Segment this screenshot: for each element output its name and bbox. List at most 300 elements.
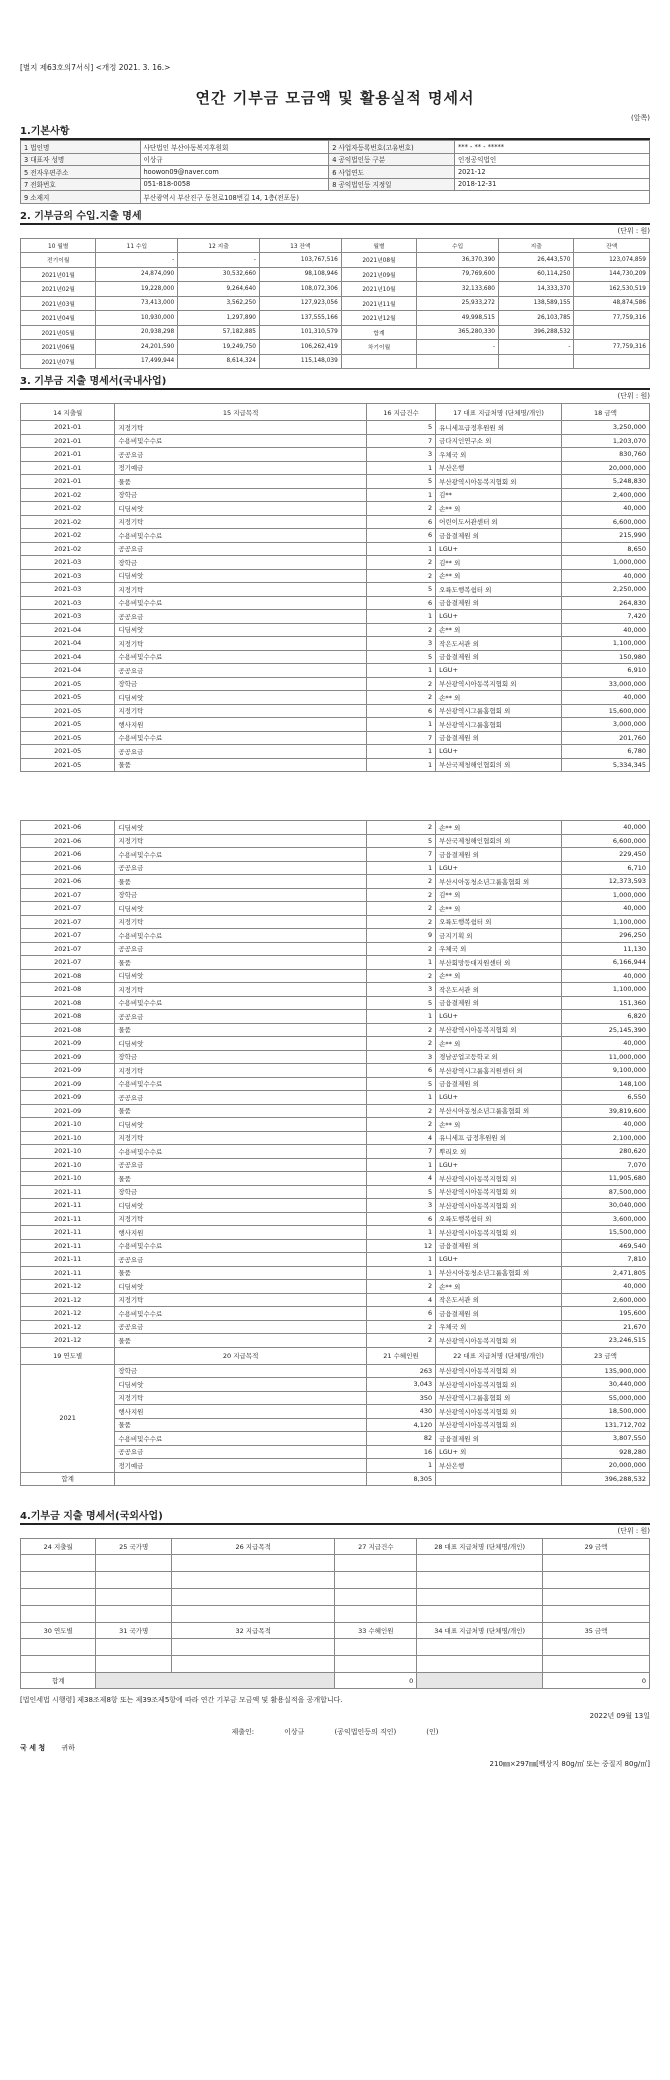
amount-cell: 3,600,000 [561,1212,649,1226]
section4-unit: (단위 : 원) [617,1527,650,1535]
agency-sub: 귀하 [61,1744,75,1752]
count-cell: 1 [366,1158,435,1172]
month-cell: 2021-04 [21,637,115,651]
recipient-cell: 금지기획 외 [436,929,562,943]
empty-cell [171,1555,335,1572]
month-cell: 2021-05 [21,677,115,691]
sign-note: (공익법인등의 직인) [334,1728,397,1736]
column-header: 17 대표 지급처명 (단체명/개인) [436,404,562,421]
table-row [21,1185,650,1199]
month-cell: 2021-06 [21,848,115,862]
month-cell: 2021-08 [21,983,115,997]
table-row [21,758,650,772]
table-row [21,1091,650,1105]
recipient-cell: 손** 외 [436,902,562,916]
count-cell: 6 [366,704,435,718]
purpose-cell: 지정기탁 [115,834,367,848]
empty-cell [21,1606,96,1623]
recipient-cell: 금융결제원 외 [436,1432,562,1446]
purpose-cell: 지정기탁 [115,1131,367,1145]
recipient-cell: 오륙도행복쉼터 외 [436,915,562,929]
table-cell: - [499,340,574,355]
total-count: 0 [335,1673,417,1689]
table-cell: 60,114,250 [499,267,574,282]
recipient-cell: 부산국제청해인협회의 외 [436,758,562,772]
recipient-cell: 김** 외 [436,888,562,902]
count-cell: 2 [366,569,435,583]
table-row [21,956,650,970]
summary-row [21,1405,650,1419]
document-title: 연간 기부금 모금액 및 활용실적 명세서 [195,89,475,107]
purpose-cell: 수용비및수수료 [115,434,367,448]
total-amount: 0 [543,1673,650,1689]
table-cell: 2021년02월 [21,282,96,297]
table-row [21,1131,650,1145]
amount-cell: 264,830 [561,596,649,610]
amount-cell: 6,600,000 [561,515,649,529]
recipient-cell: 작은도서관 외 [436,983,562,997]
paper-spec: 210㎜×297㎜[백상지 80g/㎡ 또는 중질지 80g/㎡] [489,1760,650,1768]
table-row [21,731,650,745]
recipient-cell: 작은도서관 외 [436,637,562,651]
empty-cell [171,1572,335,1589]
amount-cell: 2,100,000 [561,1131,649,1145]
month-cell: 2021-12 [21,1320,115,1334]
amount-cell: 1,203,070 [561,434,649,448]
month-cell: 2021-02 [21,529,115,543]
table-row [21,556,650,570]
empty-cell [96,1555,171,1572]
purpose-cell: 물품 [115,758,367,772]
recipient-cell: 어린이도서관센터 외 [436,515,562,529]
basic-info-row [21,141,650,154]
purpose-cell: 장학금 [115,888,367,902]
empty-cell [335,1572,417,1589]
amount-cell: 6,600,000 [561,834,649,848]
purpose-cell: 지정기탁 [115,1212,367,1226]
table-row [21,650,650,664]
purpose-cell: 디딤씨앗 [115,1118,367,1132]
table-cell [341,354,416,369]
law-note: [법인세법 시행령] 제38조제8항 또는 제39조제5항에 따라 연간 기부금 모금액 및 활용실적을 공개합니다. [20,1696,343,1704]
purpose-cell: 디딤씨앗 [115,1199,367,1213]
purpose-cell: 장학금 [115,556,367,570]
empty-cell [335,1656,417,1673]
basic-info-row [21,153,650,166]
count-cell: 4 [366,1172,435,1186]
recipient-cell: 손** 외 [436,1280,562,1294]
empty-cell [543,1639,650,1656]
recipient-cell: 부산광역시그룹홈지원센터 외 [436,1064,562,1078]
amount-cell: 11,000,000 [561,1050,649,1064]
column-header: 10 월별 [21,238,96,253]
summary-row [21,1418,650,1432]
purpose-cell: 정기예금 [115,461,367,475]
summary-row [21,1445,650,1459]
table-cell: 57,182,885 [178,325,260,340]
count-cell: 7 [366,848,435,862]
column-header: 14 지출월 [21,404,115,421]
recipient-cell: 손** 외 [436,821,562,835]
purpose-cell: 수용비및수수료 [115,529,367,543]
month-cell: 2021-06 [21,821,115,835]
section4-title: 4.기부금 지출 명세서(국외사업) [20,1510,650,1525]
amount-cell: 40,000 [561,502,649,516]
column-header: 수입 [417,238,499,253]
empty-cell [543,1606,650,1623]
month-cell: 2021-02 [21,488,115,502]
table-cell: 2021년04월 [21,311,96,326]
amount-cell: 469,540 [561,1239,649,1253]
empty-cell [21,1572,96,1589]
purpose-cell: 공공요금 [115,542,367,556]
amount-cell: 148,100 [561,1077,649,1091]
empty-cell [543,1589,650,1606]
table-cell: 73,413,000 [96,296,178,311]
column-header: 25 국가명 [96,1539,171,1555]
amount-cell: 55,000,000 [561,1391,649,1405]
table-cell: 14,333,370 [499,282,574,297]
recipient-cell: 부산회망등대지원센터 외 [436,956,562,970]
amount-cell: 135,900,000 [561,1364,649,1378]
table-row [21,1158,650,1172]
month-cell: 2021-05 [21,731,115,745]
column-header: 30 연도별 [21,1623,96,1639]
amount-cell: 2,471,805 [561,1266,649,1280]
recipient-cell: 부산광역시아동복지협회 외 [436,1418,562,1432]
total-count: 8,305 [366,1472,435,1486]
month-cell: 2021-12 [21,1307,115,1321]
purpose-cell: 수용비및수수료 [115,596,367,610]
amount-cell: 830,760 [561,448,649,462]
empty-cell [436,1472,562,1486]
amount-cell: 3,250,000 [561,421,649,435]
empty-cell [96,1656,171,1673]
month-cell: 2021-03 [21,596,115,610]
month-cell: 2021-02 [21,515,115,529]
month-cell: 2021-07 [21,902,115,916]
recipient-cell: 부산은행 [436,461,562,475]
amount-cell: 30,440,000 [561,1378,649,1392]
header-row [21,1539,650,1555]
amount-cell: 150,980 [561,650,649,664]
total-amount: 396,288,532 [561,1472,649,1486]
amount-cell: 40,000 [561,1118,649,1132]
table-cell: 108,072,306 [260,282,342,297]
month-cell: 2021-06 [21,875,115,889]
table-row [21,704,650,718]
table-row [21,1145,650,1159]
recipient-cell: 작은도서관 외 [436,1293,562,1307]
purpose-cell: 물품 [115,875,367,889]
submitter-line [20,1727,650,1737]
recipient-cell: 부산광역시아동복지협회 외 [436,1199,562,1213]
table-row [21,1010,650,1024]
column-header: 22 대표 지급처명 (단체명/개인) [436,1347,562,1364]
table-cell: 3,562,250 [178,296,260,311]
purpose-cell: 행사지원 [115,1405,367,1419]
column-header: 18 금액 [561,404,649,421]
count-cell: 1 [366,956,435,970]
table-row [21,1280,650,1294]
count-cell: 2 [366,1334,435,1348]
count-cell: 2 [366,969,435,983]
recipient-cell: 손** 외 [436,502,562,516]
agency-line [20,1743,650,1753]
table-cell: 79,769,600 [417,267,499,282]
table-cell: 2021년09월 [341,267,416,282]
month-cell: 2021-06 [21,861,115,875]
purpose-cell: 물품 [115,1172,367,1186]
month-cell: 2021-02 [21,502,115,516]
empty-cell [417,1606,543,1623]
empty-cell [543,1656,650,1673]
basic-info-table [20,140,650,204]
amount-cell: 2,250,000 [561,583,649,597]
month-cell: 2021-10 [21,1145,115,1159]
purpose-cell: 공공요금 [115,1445,367,1459]
column-header: 32 지급목적 [171,1623,335,1639]
recipient-cell: 김** [436,488,562,502]
table-cell: 19,228,000 [96,282,178,297]
empty-cell [171,1639,335,1656]
agency-name: 국 세 청 [20,1744,46,1752]
empty-cell [335,1589,417,1606]
amount-cell: 1,000,000 [561,556,649,570]
table-cell: 25,933,272 [417,296,499,311]
recipient-cell: 금융결제원 외 [436,650,562,664]
table-row [21,1253,650,1267]
month-cell: 2021-12 [21,1293,115,1307]
table-row [21,942,650,956]
table-row [21,1077,650,1091]
amount-cell: 8,650 [561,542,649,556]
purpose-cell: 지정기탁 [115,1293,367,1307]
recipient-cell: 금융결제원 외 [436,596,562,610]
purpose-cell: 디딤씨앗 [115,1280,367,1294]
recipient-cell: 유니세프 급정후원원 외 [436,1131,562,1145]
recipient-cell: 우체국 외 [436,942,562,956]
recipient-cell: 부산광역시아동복지협회 외 [436,1226,562,1240]
table-cell: 2021년08월 [341,253,416,268]
amount-cell: 23,246,515 [561,1334,649,1348]
table-cell [574,325,650,340]
table-row [21,848,650,862]
table-row [21,623,650,637]
table-row [21,915,650,929]
purpose-cell: 행사지원 [115,718,367,732]
summary-header-row [21,1347,650,1364]
month-cell: 2021-04 [21,664,115,678]
column-header: 29 금액 [543,1539,650,1555]
purpose-cell: 공공요금 [115,942,367,956]
table-cell: 2021년11월 [341,296,416,311]
empty-cell [543,1555,650,1572]
table-cell: 2021년07월 [21,354,96,369]
table-row [21,983,650,997]
recipient-cell: 부산광역시아동복지협회 외 [436,677,562,691]
count-cell: 430 [366,1405,435,1419]
empty-cell [417,1639,543,1656]
count-cell: 7 [366,1145,435,1159]
empty-cell [115,1472,367,1486]
month-cell: 2021-08 [21,996,115,1010]
count-cell: 2 [366,623,435,637]
recipient-cell: 부산시아동청소년그룹홈협회 외 [436,1266,562,1280]
purpose-cell: 수용비및수수료 [115,848,367,862]
empty-cell [96,1673,335,1689]
count-cell: 1 [366,758,435,772]
column-header: 21 수혜인원 [366,1347,435,1364]
table-row [21,821,650,835]
amount-cell: 1,000,000 [561,888,649,902]
blank-row [21,1589,650,1606]
month-cell: 2021-07 [21,942,115,956]
count-cell: 6 [366,1212,435,1226]
count-cell: 3 [366,637,435,651]
empty-cell [417,1572,543,1589]
table-cell: 396,288,532 [499,325,574,340]
column-header: 20 지급목적 [115,1347,367,1364]
count-cell: 2 [366,1320,435,1334]
recipient-cell: LGU+ [436,664,562,678]
amount-cell: 2,400,000 [561,488,649,502]
count-cell: 5 [366,834,435,848]
purpose-cell: 디딤씨앗 [115,623,367,637]
table-cell: 2021년12월 [341,311,416,326]
count-cell: 2 [366,502,435,516]
purpose-cell: 공공요금 [115,664,367,678]
table-cell: 2021년10월 [341,282,416,297]
month-cell: 2021-03 [21,556,115,570]
table-cell: 2021년03월 [21,296,96,311]
table-row [21,448,650,462]
purpose-cell: 공공요금 [115,1320,367,1334]
table-row [21,610,650,624]
month-cell: 2021-09 [21,1077,115,1091]
purpose-cell: 행사지원 [115,1226,367,1240]
amount-cell: 40,000 [561,1280,649,1294]
table-cell: 106,262,419 [260,340,342,355]
recipient-cell: 우체국 외 [436,448,562,462]
summary-row [21,1391,650,1405]
purpose-cell: 지정기탁 [115,704,367,718]
recipient-cell: 경남공업고등학교 외 [436,1050,562,1064]
count-cell: 1 [366,488,435,502]
count-cell: 1 [366,1226,435,1240]
field-label: 5 전자우편주소 [21,166,141,179]
month-cell: 2021-09 [21,1091,115,1105]
amount-cell: 2,600,000 [561,1293,649,1307]
table-cell: - [96,253,178,268]
table-cell: 24,874,090 [96,267,178,282]
field-label: 7 전화번호 [21,178,141,191]
amount-cell: 1,100,000 [561,983,649,997]
purpose-cell: 물품 [115,1334,367,1348]
table-cell [574,354,650,369]
recipient-cell: 부산광역시그룹홈협회 [436,718,562,732]
month-cell: 2021-10 [21,1131,115,1145]
table-cell: 차기이월 [341,340,416,355]
month-cell: 2021-05 [21,758,115,772]
count-cell: 1 [366,1266,435,1280]
column-header: 33 수혜인원 [335,1623,417,1639]
table-cell: 115,148,039 [260,354,342,369]
amount-cell: 229,450 [561,848,649,862]
table-row [21,515,650,529]
month-cell: 2021-01 [21,475,115,489]
recipient-cell: 손** 외 [436,1118,562,1132]
purpose-cell: 장학금 [115,677,367,691]
purpose-cell: 수용비및수수료 [115,650,367,664]
count-cell: 2 [366,902,435,916]
table-row [21,745,650,759]
month-cell: 2021-09 [21,1064,115,1078]
purpose-cell: 공공요금 [115,1091,367,1105]
purpose-cell: 물품 [115,1023,367,1037]
field-value: 2018-12-31 [454,178,649,191]
purpose-cell: 공공요금 [115,1010,367,1024]
amount-cell: 1,100,000 [561,637,649,651]
amount-cell: 131,712,702 [561,1418,649,1432]
column-header: 23 금액 [561,1347,649,1364]
count-cell: 2 [366,821,435,835]
amount-cell: 40,000 [561,1037,649,1051]
total-row [21,1673,650,1689]
recipient-cell: LGU+ [436,861,562,875]
count-cell: 2 [366,556,435,570]
empty-cell [543,1572,650,1589]
recipient-cell: 손** 외 [436,1037,562,1051]
table-row [21,1293,650,1307]
amount-cell: 20,000,000 [561,461,649,475]
amount-cell: 18,500,000 [561,1405,649,1419]
column-header: 35 금액 [543,1623,650,1639]
count-cell: 350 [366,1391,435,1405]
month-cell: 2021-09 [21,1037,115,1051]
purpose-cell: 물품 [115,1418,367,1432]
count-cell: 2 [366,888,435,902]
table-row [21,529,650,543]
purpose-cell: 지정기탁 [115,1391,367,1405]
table-row [21,875,650,889]
amount-cell: 40,000 [561,821,649,835]
recipient-cell: 부산광역시아동복지협회 외 [436,1185,562,1199]
count-cell: 5 [366,475,435,489]
table-cell [499,354,574,369]
field-label: 8 공익법인등 지정일 [329,178,455,191]
month-cell: 2021-04 [21,650,115,664]
month-cell: 2021-12 [21,1280,115,1294]
recipient-cell: 부산광역시아동복지협회 외 [436,1334,562,1348]
column-header: 24 지출월 [21,1539,96,1555]
field-label: 4 공익법인등 구분 [329,153,455,166]
amount-cell: 40,000 [561,969,649,983]
table-row [21,354,650,369]
count-cell: 5 [366,583,435,597]
purpose-cell: 장학금 [115,1185,367,1199]
month-cell: 2021-05 [21,745,115,759]
total-label: 합계 [21,1472,115,1486]
table-row [21,691,650,705]
income-expense-table [20,238,650,370]
month-cell: 2021-03 [21,610,115,624]
table-row [21,475,650,489]
count-cell: 12 [366,1239,435,1253]
empty-cell [171,1589,335,1606]
section1-title: 1.기본사항 [20,125,650,140]
amount-cell: 3,807,550 [561,1432,649,1446]
